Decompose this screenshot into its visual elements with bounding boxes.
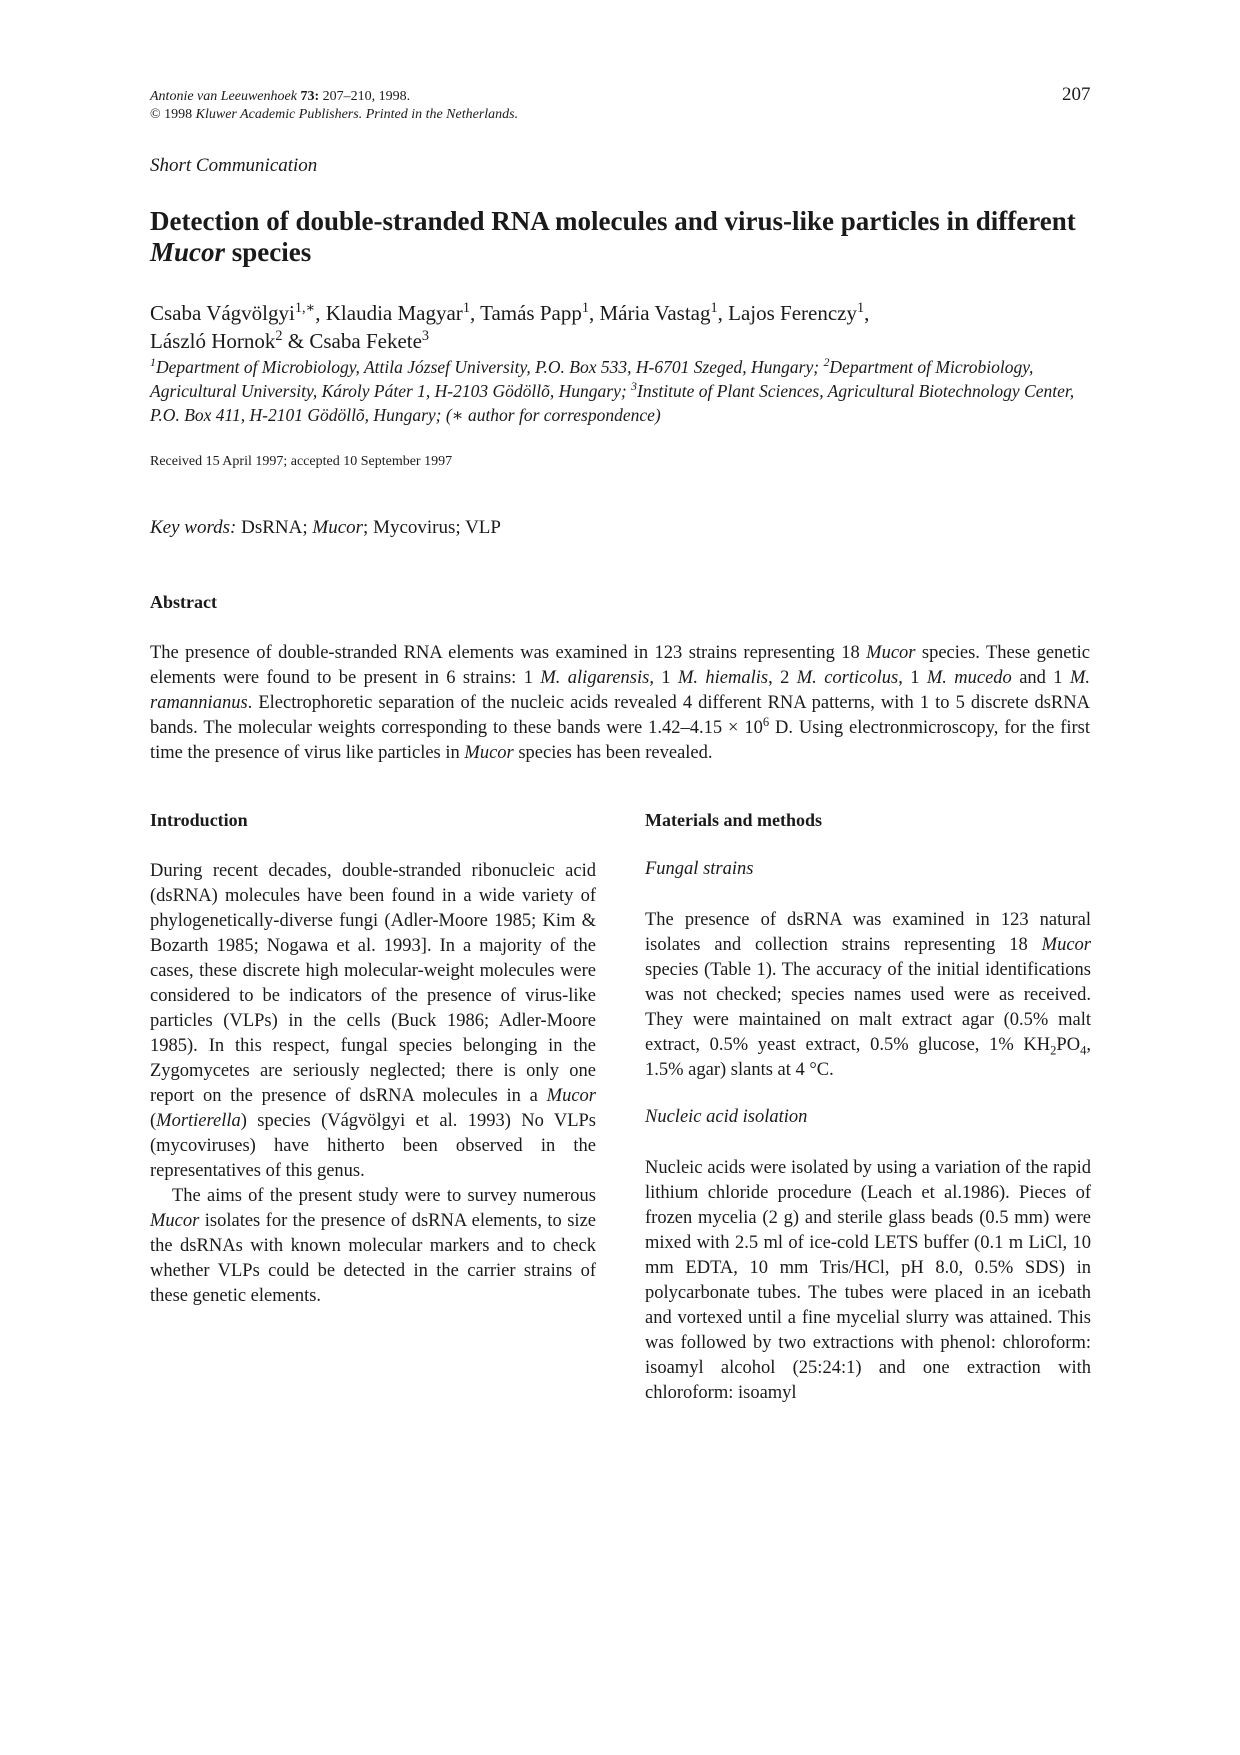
journal-pages: 207–210, 1998. bbox=[322, 89, 411, 104]
introduction-paragraph: During recent decades, double-stranded ribonucleic acid (dsRNA) molecules have been found in a wide variety of phylogenetically-diverse fungi (Adler-Moore 1985; Kim & Bozarth 1985; Nogawa et al. 1993]. In a majority of the cases, these discrete high molecular-weight molecules were considered to be indicators of the presence of virus-like particles (VLPs) in the cells (Buck 1986; Adler-Moore 1985). In this respect, fungal species belonging in the Zygomycetes are seriously neglected; there is only one report on the presence of dsRNA molecules in a Mucor (Mortierella) species (Vágvölgyi et al. 1993) No VLPs (mycoviruses) have hitherto been observed in the representatives of this genus. bbox=[150, 861, 596, 1181]
author: Tamás Papp$^1$, bbox=[480, 300, 600, 325]
introduction-body bbox=[150, 859, 596, 1309]
author: Csaba Vágvölgyi$^{1,∗}$, bbox=[150, 300, 326, 325]
keywords: Key words: DsRNA; Mucor; Mycovirus; VLP bbox=[150, 517, 501, 538]
introduction-heading: Introduction bbox=[150, 810, 248, 830]
subheading-fungal-strains: Fungal strains bbox=[645, 859, 754, 879]
copyright-year: 1998 bbox=[164, 107, 193, 122]
title-genus: Mucor bbox=[150, 237, 226, 267]
author: Lajos Ferenczy$^1$, bbox=[728, 300, 870, 325]
affiliation: $^3$Institute of Plant Sciences, Agricultural Biotechnology Center, P.O. Box 411, H-2101 Gödöllõ, Hungary; (∗ author for correspondence) bbox=[150, 379, 1075, 425]
introduction-paragraph: The aims of the present study were to survey numerous Mucor isolates for the presence of dsRNA elements, to size the dsRNAs with known molecular markers and to check whether VLPs could be detected in the carrier strains of these genetic elements. bbox=[150, 1186, 596, 1306]
copyright-line bbox=[150, 107, 518, 123]
journal-volume: 73: bbox=[300, 89, 320, 104]
affiliation: $^2$Department of Microbiology, Agricultural University, Károly Páter 1, H-2103 Gödöllõ, Hungary; bbox=[150, 355, 1034, 401]
methods-paragraph: The presence of dsRNA was examined in 123 natural isolates and collection strains representing 18 Mucor species (Table 1). The accuracy of the initial identifications was not checked; species names used were as received. They were maintained on malt extract agar (0.5% malt extract, 0.5% yeast extract, 0.5% glucose, 1% $KH_2PO_4$, 1.5% agar) slants at 4 °C. bbox=[645, 910, 1091, 1080]
journal-name: Antonie van Leeuwenhoek bbox=[150, 89, 297, 104]
author: Csaba Fekete$^3$ bbox=[309, 328, 430, 353]
methods-paragraph: Nucleic acids were isolated by using a variation of the rapid lithium chloride procedure (Leach et al.1986). Pieces of frozen mycelia (2 g) and sterile glass beads (0.5 mm) were mixed with 2.5 ml of ice-cold LETS buffer (0.1 m LiCl, 10 mm EDTA, 10 mm Tris/HCl, pH 8.0, 0.5% SDS) in polycarbonate tubes. The tubes were placed in an icebath and vortexed until a fine mycelial slurry was attained. This was followed by two extractions with phenol: chloroform: isoamyl alcohol (25:24:1) and one extraction with chloroform: isoamyl bbox=[645, 1158, 1091, 1403]
publisher: Kluwer Academic Publishers. Printed in the Netherlands. bbox=[195, 107, 519, 122]
article-title bbox=[150, 206, 1090, 268]
keywords-label: Key words: bbox=[150, 517, 237, 538]
article-type: Short Communication bbox=[150, 155, 318, 176]
author-list bbox=[150, 299, 1090, 355]
journal-citation bbox=[150, 89, 410, 105]
abstract-text: The presence of double-stranded RNA elements was examined in 123 strains representing 18 Mucor species. These genetic elements were found to be present in 6 strains: 1 M. aligarensis, 1 M. hiemalis, 2 M. corticolus, 1 M. mucedo and 1 M. ramannianus. Electrophoretic separation of the nucleic acids revealed 4 different RNA patterns, with 1 to 5 discrete dsRNA bands. The molecular weights corresponding to these bands were $1.42-4.15 \times 10^6$ D. Using electronmicroscopy, for the first time the presence of virus like particles in Mucor species has been revealed. bbox=[150, 643, 1091, 763]
title-text-end: species bbox=[225, 237, 312, 267]
affiliation: $^1$Department of Microbiology, Attila József University, P.O. Box 533, H-6701 Szeged, Hungary; bbox=[150, 355, 824, 377]
author: Mária Vastag$^1$, bbox=[599, 300, 729, 325]
methods-heading: Materials and methods bbox=[645, 810, 822, 830]
abstract-heading: Abstract bbox=[150, 592, 217, 612]
received-dates: Received 15 April 1997; accepted 10 September 1997 bbox=[150, 454, 453, 469]
page-number: 207 bbox=[1062, 84, 1091, 105]
affiliations bbox=[150, 355, 1090, 427]
copyright-symbol: © bbox=[150, 107, 161, 122]
author: Klaudia Magyar$^1$, bbox=[325, 300, 481, 325]
author: László Hornok$^2$ & bbox=[150, 328, 310, 353]
subheading-nucleic-acid-isolation: Nucleic acid isolation bbox=[645, 1107, 808, 1127]
title-text: Detection of double-stranded RNA molecules and virus-like particles in different bbox=[150, 206, 1076, 236]
